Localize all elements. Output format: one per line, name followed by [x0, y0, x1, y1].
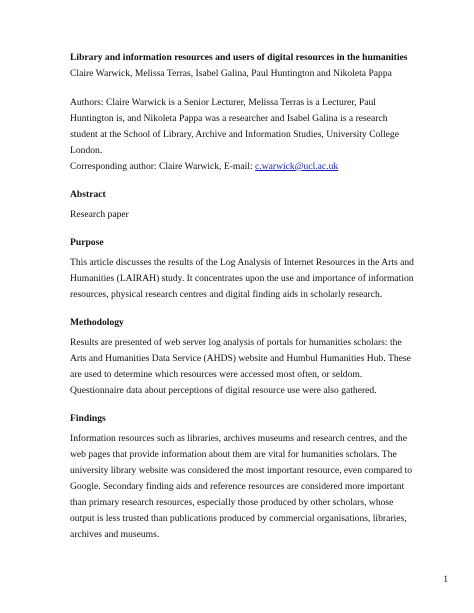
section-heading: Purpose [70, 237, 104, 248]
corresponding-email-link[interactable]: c.warwick@ucl.ac.uk [255, 161, 339, 172]
corresponding-author [70, 159, 415, 175]
section-body: Information resources such as libraries, archives museums and research centres, and the web pages that provide information about them are vital for humanities scholars. The university library website was considered the most important resource, even compared to Google. Secondary finding aids and reference resources are considered more important than primary research resources, especially those produced by other scholars, whose output is less trusted than publications produced by commercial organisations, libraries, archives and museums. [70, 433, 413, 540]
section-heading: Findings [70, 413, 106, 424]
section-heading: Abstract [70, 189, 106, 200]
title-block [70, 50, 415, 82]
paper-title: Library and information resources and users of digital resources in the humanities [70, 52, 408, 63]
section-body: Results are presented of web server log analysis of portals for humanities scholars: the Arts and Humanities Data Service (AHDS) website and Humbul Humanities Hub. These are used to determine which resources were accessed most often, or seldom. Questionnaire data about perceptions of digital resource use were also gathered. [70, 337, 411, 396]
section-abstract [70, 187, 415, 223]
page-number: 1 [443, 574, 448, 585]
section-findings [70, 411, 415, 543]
author-list: Claire Warwick, Melissa Terras, Isabel Galina, Paul Huntington and Nikoleta Pappa [70, 68, 392, 79]
section-body: This article discusses the results of the Log Analysis of Internet Resources in the Arts and Humanities (LAIRAH) study. It concentrates upon the use and importance of information resources, physical research centres and digital finding aids in scholarly research. [70, 257, 414, 300]
document-content [70, 50, 415, 543]
section-body: Research paper [70, 209, 129, 220]
authors-note: Authors: Claire Warwick is a Senior Lecturer, Melissa Terras is a Lecturer, Paul Huntington is, and Nikoleta Pappa was a researcher and Isabel Galina is a research student at the School of Library, Archive and Information Studies, University College London. [70, 97, 399, 156]
section-heading: Methodology [70, 317, 124, 328]
authors-block [70, 95, 415, 175]
section-methodology [70, 315, 415, 399]
corresponding-author-label: Corresponding author: Claire Warwick, E-mail: [70, 161, 256, 172]
section-purpose [70, 235, 415, 303]
